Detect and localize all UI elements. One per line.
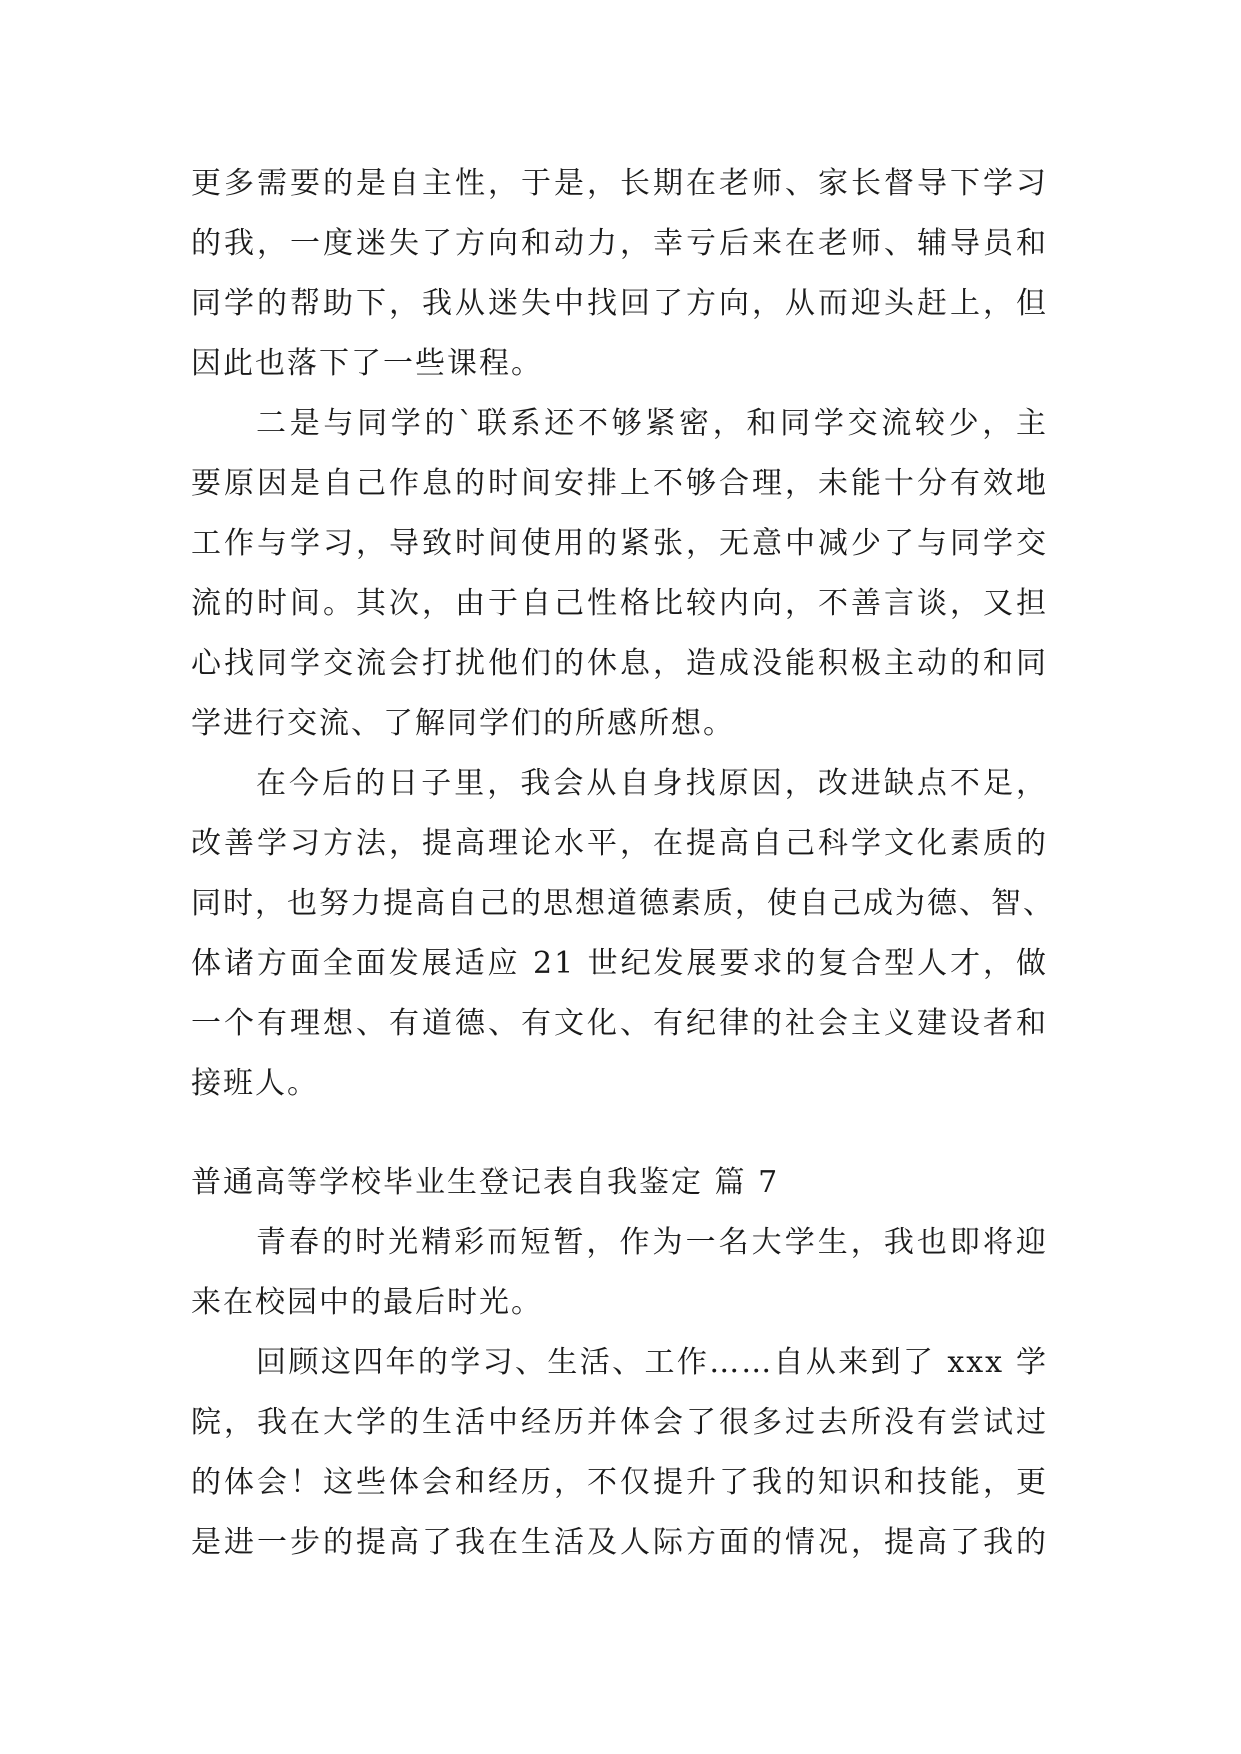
paragraph-line: 同学的帮助下，我从迷失中找回了方向，从而迎头赶上，但 [191, 286, 1048, 321]
paragraph-line: 要原因是自己作息的时间安排上不够合理，未能十分有效地 [191, 466, 1048, 501]
paragraph-line: 同时，也努力提高自己的思想道德素质，使自己成为德、智、 [191, 886, 1055, 921]
paragraph-first-line: 二是与同学的`联系还不够紧密，和同学交流较少，主 [256, 406, 1048, 441]
paragraph-line: 更多需要的是自主性，于是，长期在老师、家长督导下学习 [191, 166, 1048, 201]
paragraph-line: 来在校园中的最后时光。 [191, 1285, 543, 1320]
paragraph-line: 工作与学习，导致时间使用的紧张，无意中减少了与同学交 [191, 526, 1048, 561]
paragraph-line: 体诸方面全面发展适应 21 世纪发展要求的复合型人才，做 [191, 946, 1048, 981]
paragraph-line: 改善学习方法，提高理论水平，在提高自己科学文化素质的 [191, 826, 1048, 861]
paragraph-line: 流的时间。其次，由于自己性格比较内向，不善言谈，又担 [191, 586, 1048, 621]
paragraph-line: 院，我在大学的生活中经历并体会了很多过去所没有尝试过 [191, 1405, 1048, 1440]
paragraph-first-line: 青春的时光精彩而短暂，作为一名大学生，我也即将迎 [256, 1225, 1048, 1260]
paragraph-first-line: 回顾这四年的学习、生活、工作……自从来到了 xxx 学 [256, 1345, 1048, 1380]
section-heading: 普通高等学校毕业生登记表自我鉴定 篇 7 [191, 1165, 780, 1200]
paragraph-line: 因此也落下了一些课程。 [191, 346, 543, 381]
paragraph-line: 心找同学交流会打扰他们的休息，造成没能积极主动的和同 [191, 646, 1048, 681]
paragraph-line: 一个有理想、有道德、有文化、有纪律的社会主义建设者和 [191, 1006, 1048, 1041]
paragraph-first-line: 在今后的日子里，我会从自身找原因，改进缺点不足， [256, 766, 1048, 801]
paragraph-line: 学进行交流、了解同学们的所感所想。 [191, 706, 735, 741]
paragraph-line: 接班人。 [191, 1066, 319, 1101]
paragraph-line: 的我，一度迷失了方向和动力，幸亏后来在老师、辅导员和 [191, 226, 1048, 261]
paragraph-line: 是进一步的提高了我在生活及人际方面的情况，提高了我的 [191, 1525, 1048, 1560]
paragraph-line: 的体会！这些体会和经历，不仅提升了我的知识和技能，更 [191, 1465, 1048, 1500]
